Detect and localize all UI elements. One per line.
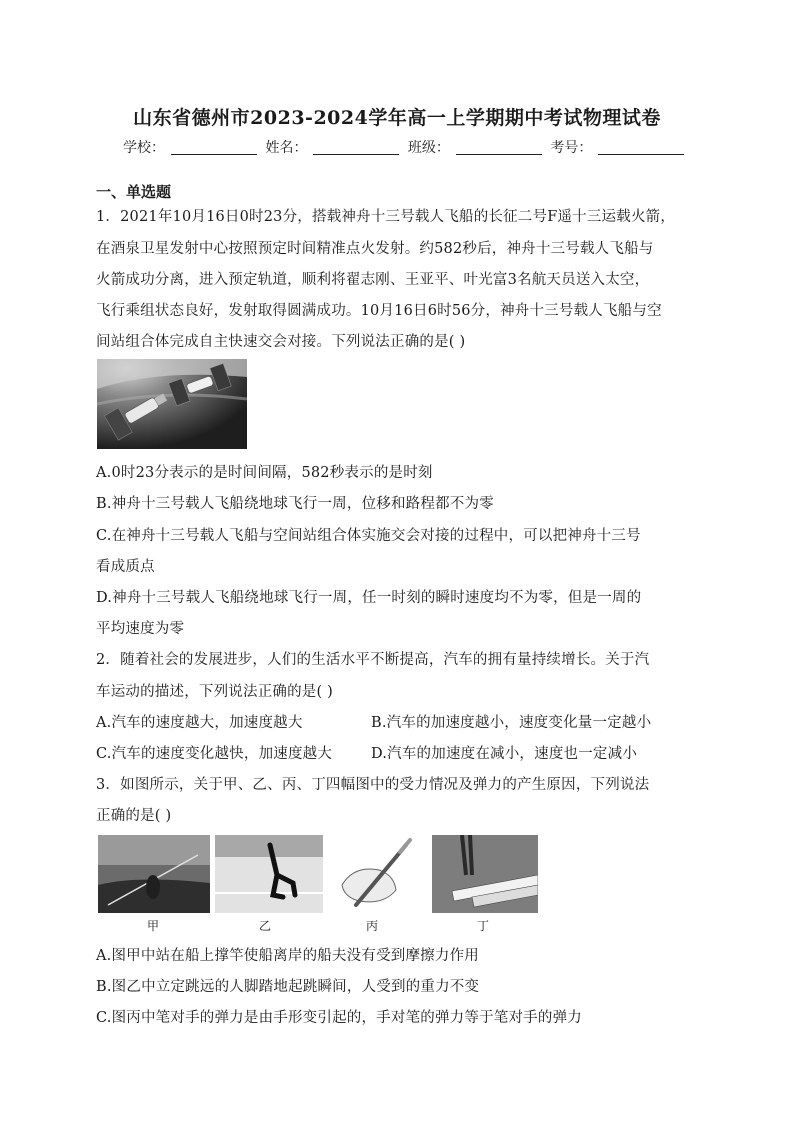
class-blank[interactable] xyxy=(456,140,542,155)
q3-option-c: C.图丙中笔对手的弹力是由手形变引起的，手对笔的弹力等于笔对手的弹力 xyxy=(96,1010,582,1026)
q2-option-b: B.汽车的加速度越小，速度变化量一定越小 xyxy=(371,715,652,731)
q2-option-a: A.汽车的速度越大，加速度越大 xyxy=(96,715,303,731)
q1-option-c: C.在神舟十三号载人飞船与空间站组合体实施交会对接的过程中，可以把神舟十三号 xyxy=(96,528,641,544)
q1-line: 飞行乘组状态良好，发射取得圆满成功。10月16日6时56分，神舟十三号载人飞船与空 xyxy=(96,303,662,319)
q2-line: 车运动的描述，下列说法正确的是( ) xyxy=(96,684,334,700)
q1-option-c-cont: 看成质点 xyxy=(96,559,155,575)
q3-option-b: B.图乙中立定跳远的人脚踏地起跳瞬间，人受到的重力不变 xyxy=(96,979,480,995)
q1-line: 间站组合体完成自主快速交会对接。下列说法正确的是( ) xyxy=(96,334,466,350)
q3-line: 正确的是( ) xyxy=(96,808,172,824)
ruler-illustration xyxy=(432,835,538,913)
name-blank[interactable] xyxy=(313,140,399,155)
spacecraft-illustration xyxy=(97,359,247,449)
q1-option-d: D.神舟十三号载人飞船绕地球飞行一周，任一时刻的瞬时速度均不为零，但是一周的 xyxy=(96,590,642,606)
q1-line: 在酒泉卫星发射中心按照预定时间精准点火发射。约582秒后，神舟十三号载人飞船与 xyxy=(96,241,654,257)
q1-option-a: A.0时23分表示的是时间间隔，582秒表示的是时刻 xyxy=(96,465,433,481)
pen-hand-illustration xyxy=(334,835,424,913)
q2-option-c: C.汽车的速度变化越快，加速度越大 xyxy=(96,746,333,762)
q1-line: 火箭成功分离，进入预定轨道，顺利将翟志刚、王亚平、叶光富3名航天员送入太空， xyxy=(96,272,650,288)
name-label: 姓名： xyxy=(265,140,308,156)
q2-line: 2．随着社会的发展进步，人们的生活水平不断提高，汽车的拥有量持续增长。关于汽 xyxy=(96,652,650,668)
caption-ding: 丁 xyxy=(477,919,490,933)
school-label: 学校： xyxy=(123,140,165,156)
caption-yi: 乙 xyxy=(259,919,272,933)
caption-bing: 丙 xyxy=(366,919,379,933)
q1-option-b: B.神舟十三号载人飞船绕地球飞行一周，位移和路程都不为零 xyxy=(96,496,494,512)
q1-line: 1．2021年10月16日0时23分，搭载神舟十三号载人飞船的长征二号F遥十三运载火箭， xyxy=(96,209,676,225)
long-jump-illustration xyxy=(215,835,323,913)
q1-option-d-cont: 平均速度为零 xyxy=(96,621,185,637)
number-blank[interactable] xyxy=(598,140,684,155)
spacecraft-photo xyxy=(97,359,247,449)
school-blank[interactable] xyxy=(171,140,257,155)
boat-pole-photo xyxy=(98,835,210,913)
student-info-row xyxy=(123,137,688,157)
exam-title: 山东省德州市2023-2024学年高一上学期期中考试物理试卷 xyxy=(133,107,661,129)
number-label: 考号： xyxy=(550,140,593,156)
q3-option-a: A.图甲中站在船上撑竿使船离岸的船夫没有受到摩擦力作用 xyxy=(96,948,479,964)
section-heading: 一、单选题 xyxy=(96,183,172,201)
q3-line: 3．如图所示，关于甲、乙、丙、丁四幅图中的受力情况及弹力的产生原因，下列说法 xyxy=(96,777,650,793)
ruler-photo xyxy=(432,835,538,913)
pen-hand-photo xyxy=(334,835,424,913)
boat-pole-illustration xyxy=(98,835,210,913)
caption-jia: 甲 xyxy=(147,919,160,933)
long-jump-photo xyxy=(215,835,323,913)
class-label: 班级： xyxy=(407,140,450,156)
q2-option-d: D.汽车的加速度在减小，速度也一定减小 xyxy=(371,746,638,762)
